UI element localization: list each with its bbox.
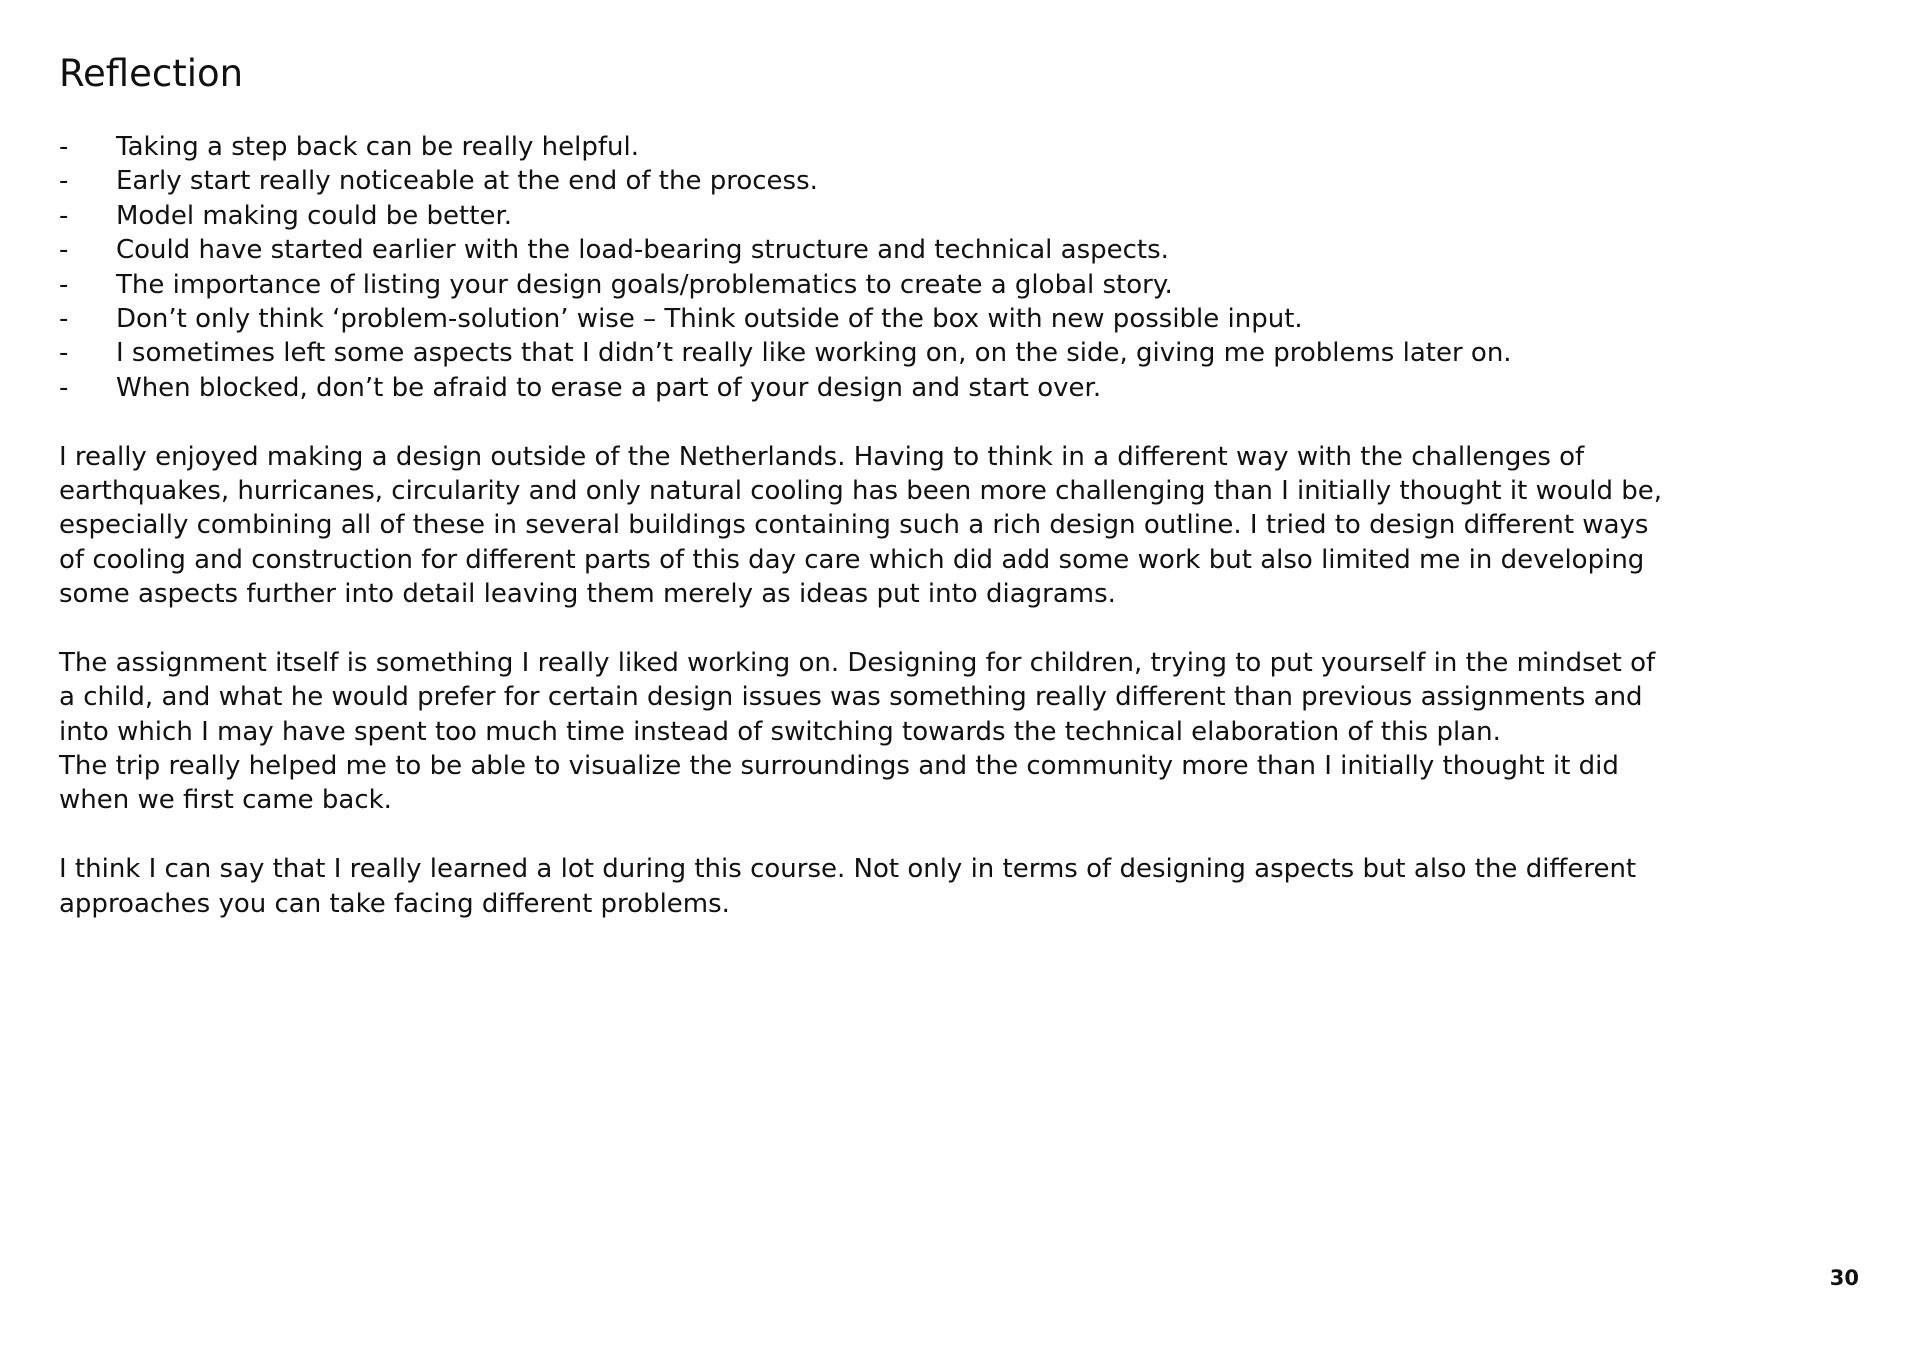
bullet-dash: - bbox=[59, 338, 69, 369]
bullet-text: The importance of listing your design goals/problematics to create a global story. bbox=[116, 269, 1173, 300]
page-number: 30 bbox=[1829, 1266, 1859, 1290]
bullet-dash: - bbox=[59, 303, 69, 334]
bullet-dash: - bbox=[59, 132, 69, 162]
bullet-item bbox=[59, 371, 1662, 405]
paragraph-line: I think I can say that I really learned a lot during this course. Not only in terms of designing aspects but also the different bbox=[59, 854, 1637, 885]
bullet-item bbox=[59, 164, 1662, 198]
paragraph-line: a child, and what he would prefer for certain design issues was something really different than previous assignments and bbox=[59, 682, 1643, 713]
bullet-item bbox=[59, 233, 1662, 267]
reflection-body bbox=[59, 130, 1662, 921]
paragraph-line: especially combining all of these in several buildings containing such a rich design outline. I tried to design different ways bbox=[59, 510, 1649, 541]
paragraph-gap bbox=[59, 818, 1662, 852]
bullet-text: Early start really noticeable at the end of the process. bbox=[116, 166, 818, 197]
bullet-text: I sometimes left some aspects that I didn’t really like working on, on the side, giving me problems later on. bbox=[116, 338, 1512, 369]
paragraph-line: of cooling and construction for different parts of this day care which did add some work but also limited me in developing bbox=[59, 544, 1645, 575]
paragraph-line: when we first came back. bbox=[59, 785, 392, 816]
paragraph-line: I really enjoyed making a design outside of the Netherlands. Having to think in a different way with the challenges of bbox=[59, 441, 1585, 472]
bullet-text: Don’t only think ‘problem-solution’ wise – Think outside of the box with new possible input. bbox=[116, 303, 1303, 334]
paragraph-line: earthquakes, hurricanes, circularity and only natural cooling has been more challenging than I initially thought it would be, bbox=[59, 475, 1662, 506]
page-title: Reflection bbox=[59, 52, 244, 95]
paragraph-gap bbox=[59, 405, 1662, 439]
bullet-item bbox=[59, 199, 1662, 233]
paragraph-line: The trip really helped me to be able to visualize the surroundings and the community more than I initially thought it did bbox=[59, 751, 1619, 782]
paragraph-line: into which I may have spent too much time instead of switching towards the technical elaboration of this plan. bbox=[59, 716, 1501, 747]
bullet-dash: - bbox=[59, 269, 69, 300]
bullet-item bbox=[59, 336, 1662, 370]
paragraphs bbox=[59, 405, 1662, 921]
paragraph-gap bbox=[59, 611, 1662, 645]
paragraph bbox=[59, 646, 1662, 818]
paragraph-line: The assignment itself is something I really liked working on. Designing for children, trying to put yourself in the mindset of bbox=[59, 647, 1656, 678]
bullet-dash: - bbox=[59, 200, 69, 231]
bullet-item bbox=[59, 302, 1662, 336]
bullet-text: When blocked, don’t be afraid to erase a part of your design and start over. bbox=[116, 372, 1102, 403]
paragraph-line: approaches you can take facing different problems. bbox=[59, 888, 730, 919]
bullet-text: Model making could be better. bbox=[116, 200, 513, 231]
bullet-text: Could have started earlier with the load-bearing structure and technical aspects. bbox=[116, 235, 1169, 266]
bullet-text: Taking a step back can be really helpful. bbox=[116, 132, 639, 162]
bullet-dash: - bbox=[59, 166, 69, 197]
bullet-list bbox=[59, 130, 1662, 405]
paragraph bbox=[59, 852, 1662, 921]
bullet-dash: - bbox=[59, 372, 69, 403]
bullet-item bbox=[59, 268, 1662, 302]
bullet-dash: - bbox=[59, 235, 69, 266]
bullet-item bbox=[59, 130, 1662, 164]
paragraph bbox=[59, 440, 1662, 612]
paragraph-line: some aspects further into detail leaving them merely as ideas put into diagrams. bbox=[59, 579, 1116, 610]
